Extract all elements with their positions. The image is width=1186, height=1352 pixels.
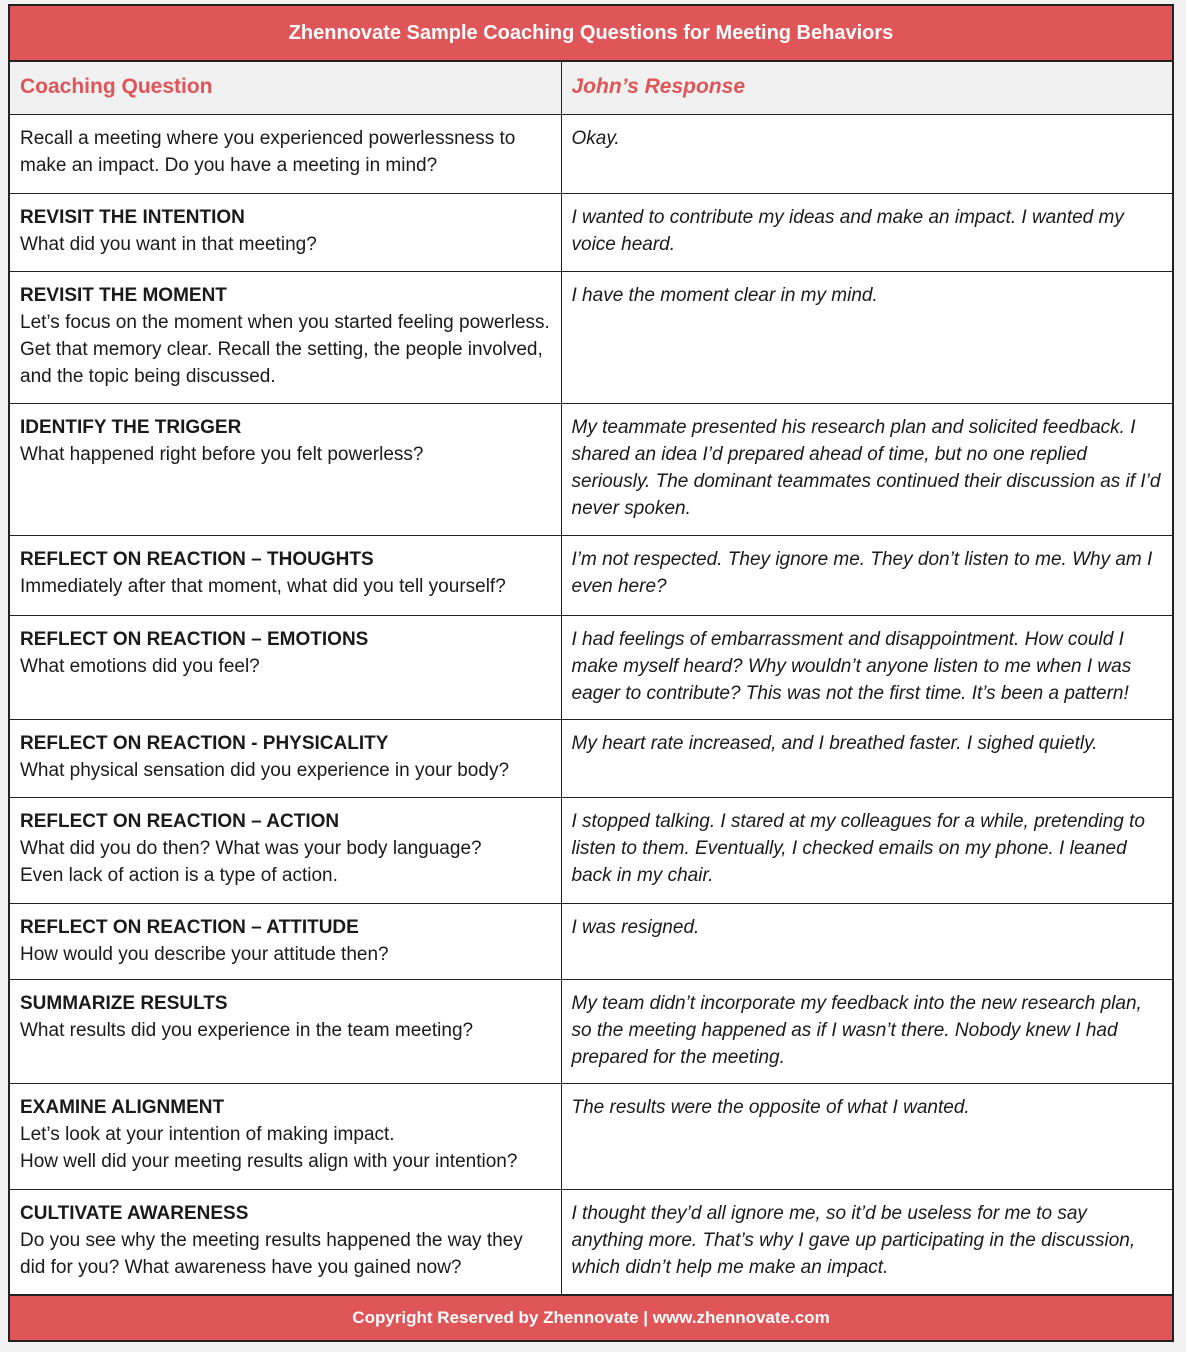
question-cell bbox=[10, 719, 561, 797]
response-cell: My heart rate increased, and I breathed faster. I sighed quietly. bbox=[561, 719, 1172, 797]
question-heading: REVISIT THE MOMENT bbox=[20, 284, 227, 306]
question-cell bbox=[10, 903, 561, 979]
table-row bbox=[10, 403, 1172, 535]
coaching-table bbox=[10, 62, 1172, 1296]
table-row bbox=[10, 1189, 1172, 1295]
question-text: Do you see why the meeting results happened the way they did for you? What awareness have you gained now? bbox=[20, 1229, 523, 1278]
question-heading: REFLECT ON REACTION – ACTION bbox=[20, 810, 340, 832]
question-text: How would you describe your attitude then? bbox=[20, 943, 389, 965]
question-text: What did you want in that meeting? bbox=[20, 233, 317, 255]
question-text: Even lack of action is a type of action. bbox=[20, 864, 338, 886]
question-heading: REFLECT ON REACTION - PHYSICALITY bbox=[20, 732, 389, 754]
question-cell bbox=[10, 615, 561, 719]
copyright-footer: Copyright Reserved by Zhennovate | www.zhennovate.com bbox=[10, 1294, 1172, 1340]
question-text: What emotions did you feel? bbox=[20, 655, 260, 677]
response-cell: I had feelings of embarrassment and disappointment. How could I make myself heard? Why wouldn’t anyone listen to me when I was eager to contribute? This was not the first time. It’s been a pattern! bbox=[561, 615, 1172, 719]
table-row bbox=[10, 535, 1172, 615]
column-header-question: Coaching Question bbox=[10, 62, 561, 114]
response-cell: Okay. bbox=[561, 114, 1172, 193]
question-text: Let’s focus on the moment when you started feeling powerless. Get that memory clear. Recall the setting, the people involved, and the topic being discussed. bbox=[20, 311, 550, 387]
question-cell bbox=[10, 797, 561, 903]
response-cell: My teammate presented his research plan and solicited feedback. I shared an idea I’d prepared ahead of time, but no one replied seriously. The dominant teammates continued their discussion as if I’d never spoken. bbox=[561, 403, 1172, 535]
question-cell bbox=[10, 979, 561, 1083]
question-cell bbox=[10, 1083, 561, 1189]
question-text: Recall a meeting where you experienced powerlessness to make an impact. Do you have a meeting in mind? bbox=[20, 127, 516, 176]
question-cell bbox=[10, 535, 561, 615]
table-row bbox=[10, 979, 1172, 1083]
response-cell: I have the moment clear in my mind. bbox=[561, 271, 1172, 403]
question-heading: EXAMINE ALIGNMENT bbox=[20, 1096, 225, 1118]
question-cell bbox=[10, 271, 561, 403]
question-heading: REFLECT ON REACTION – THOUGHTS bbox=[20, 548, 374, 570]
question-text: How well did your meeting results align with your intention? bbox=[20, 1150, 518, 1172]
question-heading: REFLECT ON REACTION – ATTITUDE bbox=[20, 916, 359, 938]
question-text: Immediately after that moment, what did you tell yourself? bbox=[20, 575, 506, 597]
question-cell bbox=[10, 1189, 561, 1295]
table-row bbox=[10, 615, 1172, 719]
coaching-table-frame bbox=[8, 4, 1174, 1342]
question-heading: SUMMARIZE RESULTS bbox=[20, 992, 228, 1014]
table-row bbox=[10, 271, 1172, 403]
table-row bbox=[10, 797, 1172, 903]
column-header-row bbox=[10, 62, 1172, 114]
response-cell: I wanted to contribute my ideas and make an impact. I wanted my voice heard. bbox=[561, 193, 1172, 271]
response-cell: I was resigned. bbox=[561, 903, 1172, 979]
response-cell: The results were the opposite of what I wanted. bbox=[561, 1083, 1172, 1189]
table-row bbox=[10, 903, 1172, 979]
response-cell: I stopped talking. I stared at my colleagues for a while, pretending to listen to them. Eventually, I checked emails on my phone. I leaned back in my chair. bbox=[561, 797, 1172, 903]
question-cell bbox=[10, 193, 561, 271]
response-cell: I thought they’d all ignore me, so it’d be useless for me to say anything more. That’s why I gave up participating in the discussion, which didn’t help me make an impact. bbox=[561, 1189, 1172, 1295]
table-row bbox=[10, 193, 1172, 271]
question-cell bbox=[10, 403, 561, 535]
column-header-response: John’s Response bbox=[561, 62, 1172, 114]
table-row bbox=[10, 114, 1172, 193]
question-text: What did you do then? What was your body language? bbox=[20, 837, 482, 859]
table-row bbox=[10, 1083, 1172, 1189]
question-heading: REVISIT THE INTENTION bbox=[20, 206, 245, 228]
question-heading: IDENTIFY THE TRIGGER bbox=[20, 416, 242, 438]
table-row bbox=[10, 719, 1172, 797]
question-text: What results did you experience in the team meeting? bbox=[20, 1019, 474, 1041]
question-text: Let’s look at your intention of making impact. bbox=[20, 1123, 395, 1145]
question-cell bbox=[10, 114, 561, 193]
table-title: Zhennovate Sample Coaching Questions for Meeting Behaviors bbox=[10, 6, 1172, 62]
question-text: What physical sensation did you experience in your body? bbox=[20, 759, 510, 781]
question-heading: CULTIVATE AWARENESS bbox=[20, 1202, 249, 1224]
response-cell: I’m not respected. They ignore me. They don’t listen to me. Why am I even here? bbox=[561, 535, 1172, 615]
question-text: What happened right before you felt powerless? bbox=[20, 443, 424, 465]
question-heading: REFLECT ON REACTION – EMOTIONS bbox=[20, 628, 369, 650]
response-cell: My team didn’t incorporate my feedback into the new research plan, so the meeting happened as if I wasn’t there. Nobody knew I had prepared for the meeting. bbox=[561, 979, 1172, 1083]
